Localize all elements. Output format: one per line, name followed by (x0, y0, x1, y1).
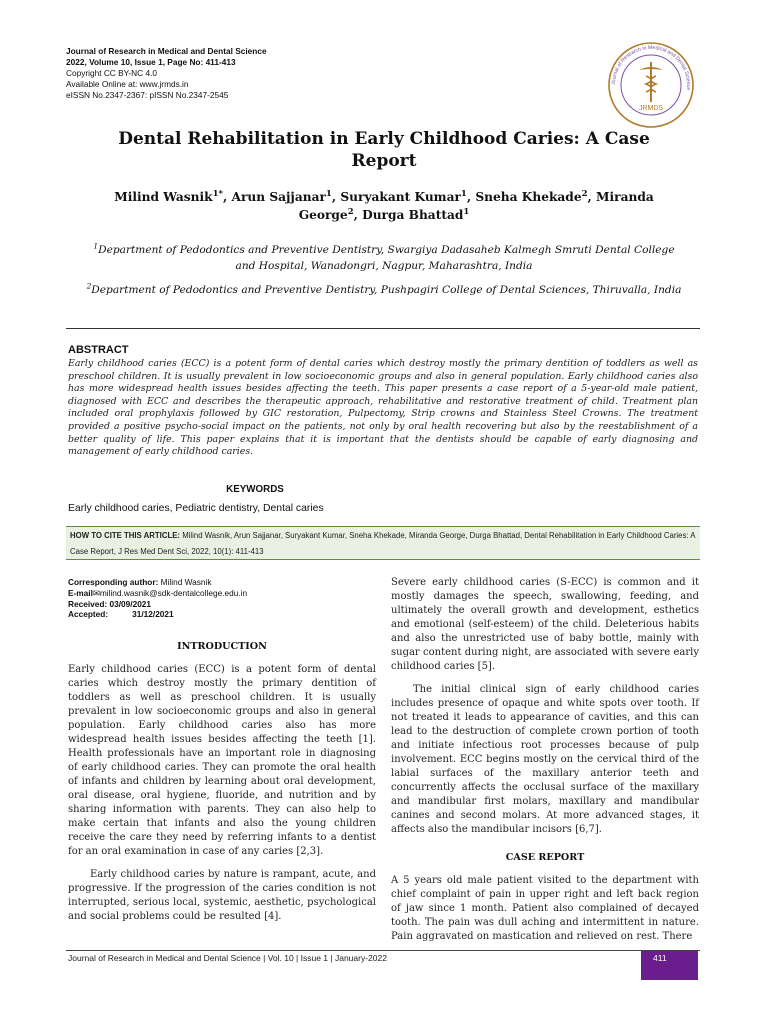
author-name: Arun Sajjanar (231, 190, 326, 204)
intro-paragraph-1: Early childhood caries (ECC) is a potent form of dental caries which destroy mostly the primary dentition of toddlers as well as preschool children. It is usually prevalent in low socioeconomic groups and also in general population. Early childhood caries also has more widespread health issues besides affecting the teeth [1]. Health professionals have an important role in diagnosing of early childhood caries. They can promote the oral health of infants and children by learning about oral development, oral disease, oral hygiene, fluoride, and nutrition and by sharing information with parents. They can also help to make certain that infants and also the young children receive the care they need by referring infants to a dentist for an oral examination in case of any caries [2,3]. (68, 664, 376, 857)
cite-label: HOW TO CITE THIS ARTICLE: (70, 531, 181, 540)
paper-title: Dental Rehabilitation in Early Childhood Caries: A Case Report (118, 129, 650, 171)
intro-paragraph-3: Severe early childhood caries (S-ECC) is common and it mostly damages the speech, swallowing, feeding, and ultimately the overall growth and development, esthetics and emotional (self-esteem) of the child. Deleterious habits and also the unrestricted use of baby bottle, mainly with sugar content during night, are associated with severe early childhood caries [5]. (391, 577, 699, 672)
keywords-heading: KEYWORDS (226, 484, 284, 495)
corresponding-author: Milind Wasnik (160, 577, 212, 587)
available-line: Available Online at: www.jrmds.in (66, 79, 189, 89)
left-column (68, 640, 376, 933)
author-affiliation-mark: 1 (463, 206, 470, 217)
author-name: Miranda George (298, 190, 654, 222)
author-name: Suryakant Kumar (340, 190, 461, 204)
case-paragraph-1: A 5 years old male patient visited to the department with chief complaint of pain in upper right and left back region of jaw since 1 month. Patient also complained of decayed tooth. The pain was dull aching and intermittent in nature. Pain aggravated on mastication and relieved on rest. There (391, 875, 699, 942)
author-name: Milind Wasnik (114, 190, 213, 204)
author-affiliation-mark: 2 (347, 206, 354, 217)
issn-line: eISSN No.2347-2367: pISSN No.2347-2545 (66, 90, 229, 100)
author-list: Milind Wasnik$^{1*}$, Arun Sajjanar$^1$, Suryakant Kumar$^1$, Sneha Khekade$^2$, Miranda George$^2$, Durga Bhattad$^1$ (114, 188, 654, 222)
introduction-heading: INTRODUCTION (177, 641, 267, 652)
article-meta: Corresponding author: Milind Wasnik E-mail✉milind.wasnik@sdk-dentalcollege.edu.in Received: 03/09/2021 Accepted: 31/12/2021 (68, 577, 248, 620)
copyright-line: Copyright CC BY-NC 4.0 (66, 68, 157, 78)
author-name: Durga Bhattad (362, 208, 464, 222)
case-report-heading: CASE REPORT (505, 852, 585, 863)
logo-text: JRMDS (638, 105, 664, 112)
received-date: 03/09/2021 (109, 598, 152, 609)
email-link[interactable]: milind.wasnik@sdk-dentalcollege.edu.in (99, 587, 248, 598)
intro-paragraph-4: The initial clinical sign of early childhood caries includes presence of opaque and white spots over tooth. If not treated it leads to appearance of cavities, and this can lead to the destruction of complete crown portion of tooth and initiate infectious root processes because of pulp involvement. ECC begins mostly on the cervical third of the labial surfaces of the maxillary anterior teeth and concurrently affects the occlusal surface of the maxillary and mandibular first molars, maxillary and mandibular canines and second molars. At more advanced stages, it affects also the mandibular incisors [6,7]. (391, 684, 699, 835)
accepted-date: 31/12/2021 (132, 609, 174, 620)
author-name: Sneha Khekade (475, 190, 582, 204)
journal-name: Journal of Research in Medical and Dental Science (66, 46, 267, 56)
intro-paragraph-2: Early childhood caries by nature is rampant, acute, and progressive. If the progression of the caries condition is not interrupted, serious local, systemic, aesthetic, psychological and social problems could be resulted [4]. (68, 869, 376, 922)
author-affiliation-mark: 2 (581, 188, 588, 199)
abstract-heading: ABSTRACT (68, 344, 129, 356)
page-number: 411 (641, 951, 698, 980)
logo-ring-text: Journal of Research in Medical and Dental Science (610, 44, 692, 91)
keywords-text: Early childhood caries, Pediatric dentistry, Dental caries (68, 503, 324, 514)
issue-line: 2022, Volume 10, Issue 1, Page No: 411-413 (66, 57, 236, 67)
journal-logo (606, 40, 696, 130)
affiliation-1: $^1$Department of Pedodontics and Preventive Dentistry, Swargiya Dadasaheb Kalmegh Smruti Dental College and Hospital, Wanadongri, Nagpur, Maharashtra, India (93, 241, 675, 272)
how-to-cite-box (66, 526, 700, 560)
affiliation-2: $^2$Department of Pedodontics and Preventive Dentistry, Pushpagiri College of Dental Sciences, Thiruvalla, India (86, 281, 682, 296)
email-icon: ✉ (92, 587, 100, 598)
author-affiliation-mark: 1 (460, 188, 467, 199)
footer-rule (66, 950, 700, 951)
footer-text: Journal of Research in Medical and Dental Science | Vol. 10 | Issue 1 | January-2022 (68, 953, 387, 963)
divider (66, 328, 700, 329)
author-affiliation-mark: 1* (212, 188, 223, 199)
cite-text: Milind Wasnik, Arun Sajjanar, Suryakant Kumar, Sneha Khekade, Miranda George, Durga Bhattad, Dental Rehabilitation in Early Childhood Caries: A Case Report, J Res Med Dent Sci, 2022, 10(1): 411-413 (70, 531, 696, 556)
abstract-text: Early childhood caries (ECC) is a potent form of dental caries which destroy mostly the primary dentition of toddlers as well as preschool children. It is usually prevalent in low socioeconomic groups and also in general population. Early childhood caries also has more widespread health issues besides affecting the teeth. This paper presents a case report of a 5-year-old male patient, diagnosed with ECC and describes the therapeutic approach, rehabilitative and restorative treatment of child. Treatment plan included oral prophylaxis followed by GIC restoration, Pulpectomy, Strip crowns and Stainless Steel Crowns. The treatment provided a positive psycho-social impact on the patients, not only by oral health recovering but also by the reestablishment of a better quality of life. This paper explains that it is important that the dentists should be capable of early diagnosing and management of early childhood caries. (68, 358, 698, 458)
author-affiliation-mark: 1 (325, 188, 332, 199)
right-column (391, 576, 699, 953)
journal-header (66, 46, 267, 101)
